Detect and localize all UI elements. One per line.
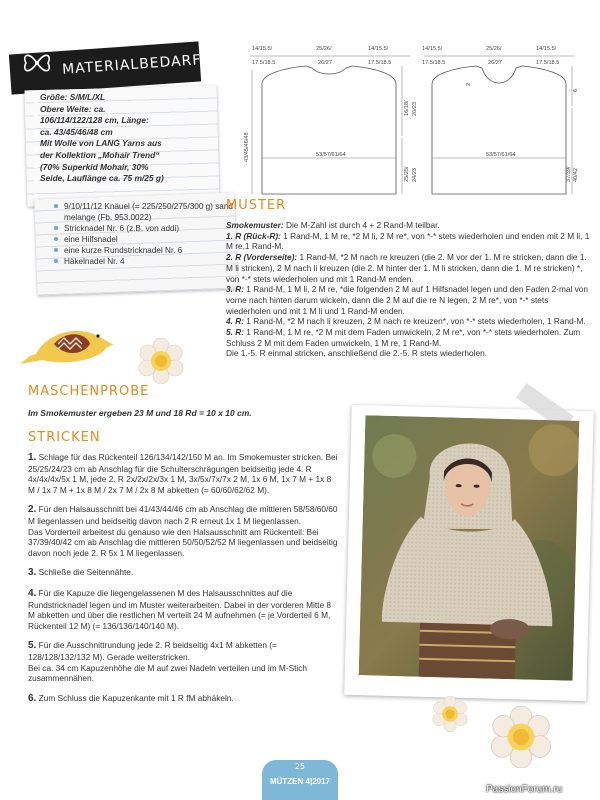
dim-label: 14/15.5/ xyxy=(536,46,557,52)
step-number: 4. xyxy=(28,587,37,599)
material-line: 106/114/122/128 cm, Länge: xyxy=(40,115,149,126)
step-text: Schlage für das Rückenteil 126/134/142/150 M an. Im Smokemuster stricken. Bei 25/25/24/23 cm ab Anschlag für die Schulterschrägungen beidseitig jede 4. R 4x/4x/4x/5x 1 M, jede 2. R 2x/2x/2x/3x 1 M, 3x/5x/7x/7x 2 M, 1x 6 M, 1x 7 M + 1x 8 M / 1x 7 M + 1x 8 M / 2x 7 M / 2x 8 M abketten (= 60/60/62/62 M). xyxy=(28,452,338,495)
dim-label: 14/15.5/ xyxy=(368,46,389,52)
material-line: der Kollektion „Mohair Trend“ xyxy=(40,149,160,160)
material-line: Mit Wolle von LANG Yarns aus xyxy=(40,138,162,149)
list-item: eine Hilfsnadel xyxy=(54,234,234,245)
dim-label: 17.5/18.5 xyxy=(536,60,560,66)
row-text: 1 Rand-M, *2 M nach re kreuzen (die 2. M vor der 1. M re stricken, dann die 1. M li stricken), 2 M nach li kreuzen (die 2. M hinter der 1. M li stricken, dann die 1. M re stricken) *, von *-* stets wiederholen und mit 1 Rand-M enden. xyxy=(226,252,587,284)
dim-label: 43/45/46/48 xyxy=(244,132,250,162)
material-details xyxy=(40,92,212,185)
pattern-schematic xyxy=(240,42,580,212)
step-text: Zum Schluss die Kapuzenkante mit 1 R fM abhäkeln. xyxy=(36,692,234,703)
step-extra: Das Vorderteil arbeitest du genauso wie den Halsausschnitt am Rückenteil: Bei 37/39/40/42 cm ab Anschlag die mittleren 50/50/52/52 M liegenlassen und beidseitig davon noch jede 2. R 5x 1 M liegenlassen. xyxy=(28,526,338,558)
maschenprobe-text: Im Smokemuster ergeben 23 M und 18 Rd = 10 x 10 cm. xyxy=(28,408,252,418)
maschenprobe-heading: MASCHENPROBE xyxy=(28,384,150,399)
flower-icon xyxy=(432,696,468,732)
row-label: 3. R: xyxy=(226,284,244,295)
dim-label: 17.5/18.5 xyxy=(368,60,392,66)
row-label: 5. R: xyxy=(226,327,244,338)
dim-label: 40/42 xyxy=(573,168,579,182)
step-number: 6. xyxy=(28,692,37,704)
dim-label: 53/57/61/64 xyxy=(486,152,516,158)
muster-heading: MUSTER xyxy=(226,198,287,213)
dim-label: 16/18/ xyxy=(404,100,410,116)
model-photo xyxy=(359,415,580,681)
list-item: Stricknadel Nr. 6 (z.B. von addi) xyxy=(54,223,234,234)
row-label: 4. R: xyxy=(226,316,244,327)
step-number: 1. xyxy=(28,452,37,463)
dim-label: 26/27 xyxy=(318,60,332,66)
dim-label: 14/15.5/ xyxy=(252,46,273,52)
hooded-capelet-photo xyxy=(359,415,580,681)
step-text: Schließe die Seitennähte. xyxy=(36,567,134,578)
list-item: Häkelnadel Nr. 4 xyxy=(54,256,234,267)
material-line: ca. 43/45/46/48 cm xyxy=(40,126,113,137)
dim-label: 25/25/ xyxy=(404,166,410,182)
dim-label: 2 xyxy=(466,82,472,86)
dim-label: 26/27 xyxy=(488,60,502,66)
dim-label: 14/15.5/ xyxy=(422,46,443,52)
muster-intro-label: Smokemuster: xyxy=(226,220,284,230)
step-number: 3. xyxy=(28,567,37,579)
material-line: Größe: S/M/L/XL xyxy=(40,92,106,102)
row-label: 1. R (Rück-R): xyxy=(226,230,281,241)
step-number: 5. xyxy=(28,640,37,652)
dim-label: 53/57/61/64 xyxy=(316,152,346,158)
bow-icon xyxy=(20,46,54,80)
dim-label: 6 xyxy=(573,88,579,92)
front-piece-schematic xyxy=(422,46,579,194)
material-list xyxy=(54,201,234,267)
dim-label: 37/39/ xyxy=(566,166,572,182)
watermark: PassionForum.ru xyxy=(486,784,563,795)
page-number: 25 xyxy=(294,762,306,771)
dim-label: 17.5/18.5 xyxy=(422,60,446,66)
material-heading: MATERIALBEDARF xyxy=(61,52,202,78)
row-text: 1 Rand-M, 1 M li, 2 M re, *die folgenden 2 M auf 1 Hilfsnadel legen und den Faden 2-mal von vorne nach hinten darum wickeln, dann die 2 M auf die re N legen, 2 M re*, von *-* stets wiederholen und mit 1 M li und 1 Rand-M enden. xyxy=(226,284,589,316)
material-line: Obere Weite: ca. xyxy=(40,103,106,114)
back-piece-schematic xyxy=(244,46,418,194)
step-text: Für die Ausschnittrundung jede 2. R beidseitig 4x1 M abketten (= 128/128/132/132 M). Gerade weiterstricken. xyxy=(28,640,277,662)
flower-icon xyxy=(490,706,552,768)
material-line: Seide, Lauflänge ca. 75 m/25 g) xyxy=(40,173,164,184)
dim-label: 24/23 xyxy=(412,168,418,182)
row-text: 1 Rand-M, 1 M re, *2 M mit dem Faden umwickeln, 2 M re*, von *-* stets wiederholen. Zum Schluss 2 M mit dem Faden umwickeln, 1 M re, 1 Rand-M. xyxy=(226,327,581,348)
list-item: eine kurze Rundstricknadel Nr. 6 xyxy=(54,245,234,256)
row-label: 2. R (Vorderseite): xyxy=(226,252,298,263)
bird-illustration-icon xyxy=(16,314,116,370)
step-extra: Bei ca. 34 cm Kapuzenhöhe die M auf zwei Nadeln verteilen und im M-Stich zusammennähen. xyxy=(28,662,308,684)
row-text: 1 Rand-M, *2 M nach li kreuzen, 2 M nach re kreuzen*, von *-* stets wiederholen, 1 Rand-M. xyxy=(243,316,586,327)
dim-label: 25/26/ xyxy=(316,46,332,52)
magazine-issue: MÜTZEN 4|2017 xyxy=(269,777,331,786)
muster-intro: Die M-Zahl ist durch 4 + 2 Rand-M teilbar. xyxy=(283,220,440,230)
dim-label: 25/26/ xyxy=(486,46,502,52)
muster-outro: Die 1.-5. R einmal stricken, anschließend die 2.-5. R stets wiederholen. xyxy=(226,348,488,359)
material-line: (70% Superkid Mohair, 30% xyxy=(40,161,149,172)
muster-text xyxy=(226,220,592,359)
stricken-heading: STRICKEN xyxy=(28,430,101,445)
step-text: Für den Halsausschnitt bei 41/43/44/46 cm ab Anschlag die mittleren 58/58/60/60 M liegenlassen und beidseitig davon nach 2 R erneut 1x 1 M liegenlassen. xyxy=(28,504,338,526)
flower-icon xyxy=(138,338,184,384)
row-text: 1 Rand-M, 1 M re, *2 M li, 2 M re*, von *-* stets wiederholen und enden mit 2 M li, 1 M re,1 Rand-M. xyxy=(226,230,590,252)
step-number: 2. xyxy=(28,504,37,516)
dim-label: 17.5/18.5 xyxy=(252,60,276,66)
stricken-text xyxy=(28,452,340,713)
step-text: Für die Kapuze die liegengelassenen M des Halsausschnittes auf die Rundstricknadel legen und im Muster weiterarbeiten. Dabei in der vorderen Mitte 8 M abketten und über die restlichen M verteilt 24 M aufnehmen (= je Vorderteil 6 M, Rückenteil 12 M) (= 136/136/140/140 M). xyxy=(28,587,331,631)
list-item: 9/10/11/12 Knäuel (= 225/250/275/300 g) sand melange (Fb. 953.0022) xyxy=(54,201,234,223)
dim-label: 20/23 xyxy=(412,102,418,116)
